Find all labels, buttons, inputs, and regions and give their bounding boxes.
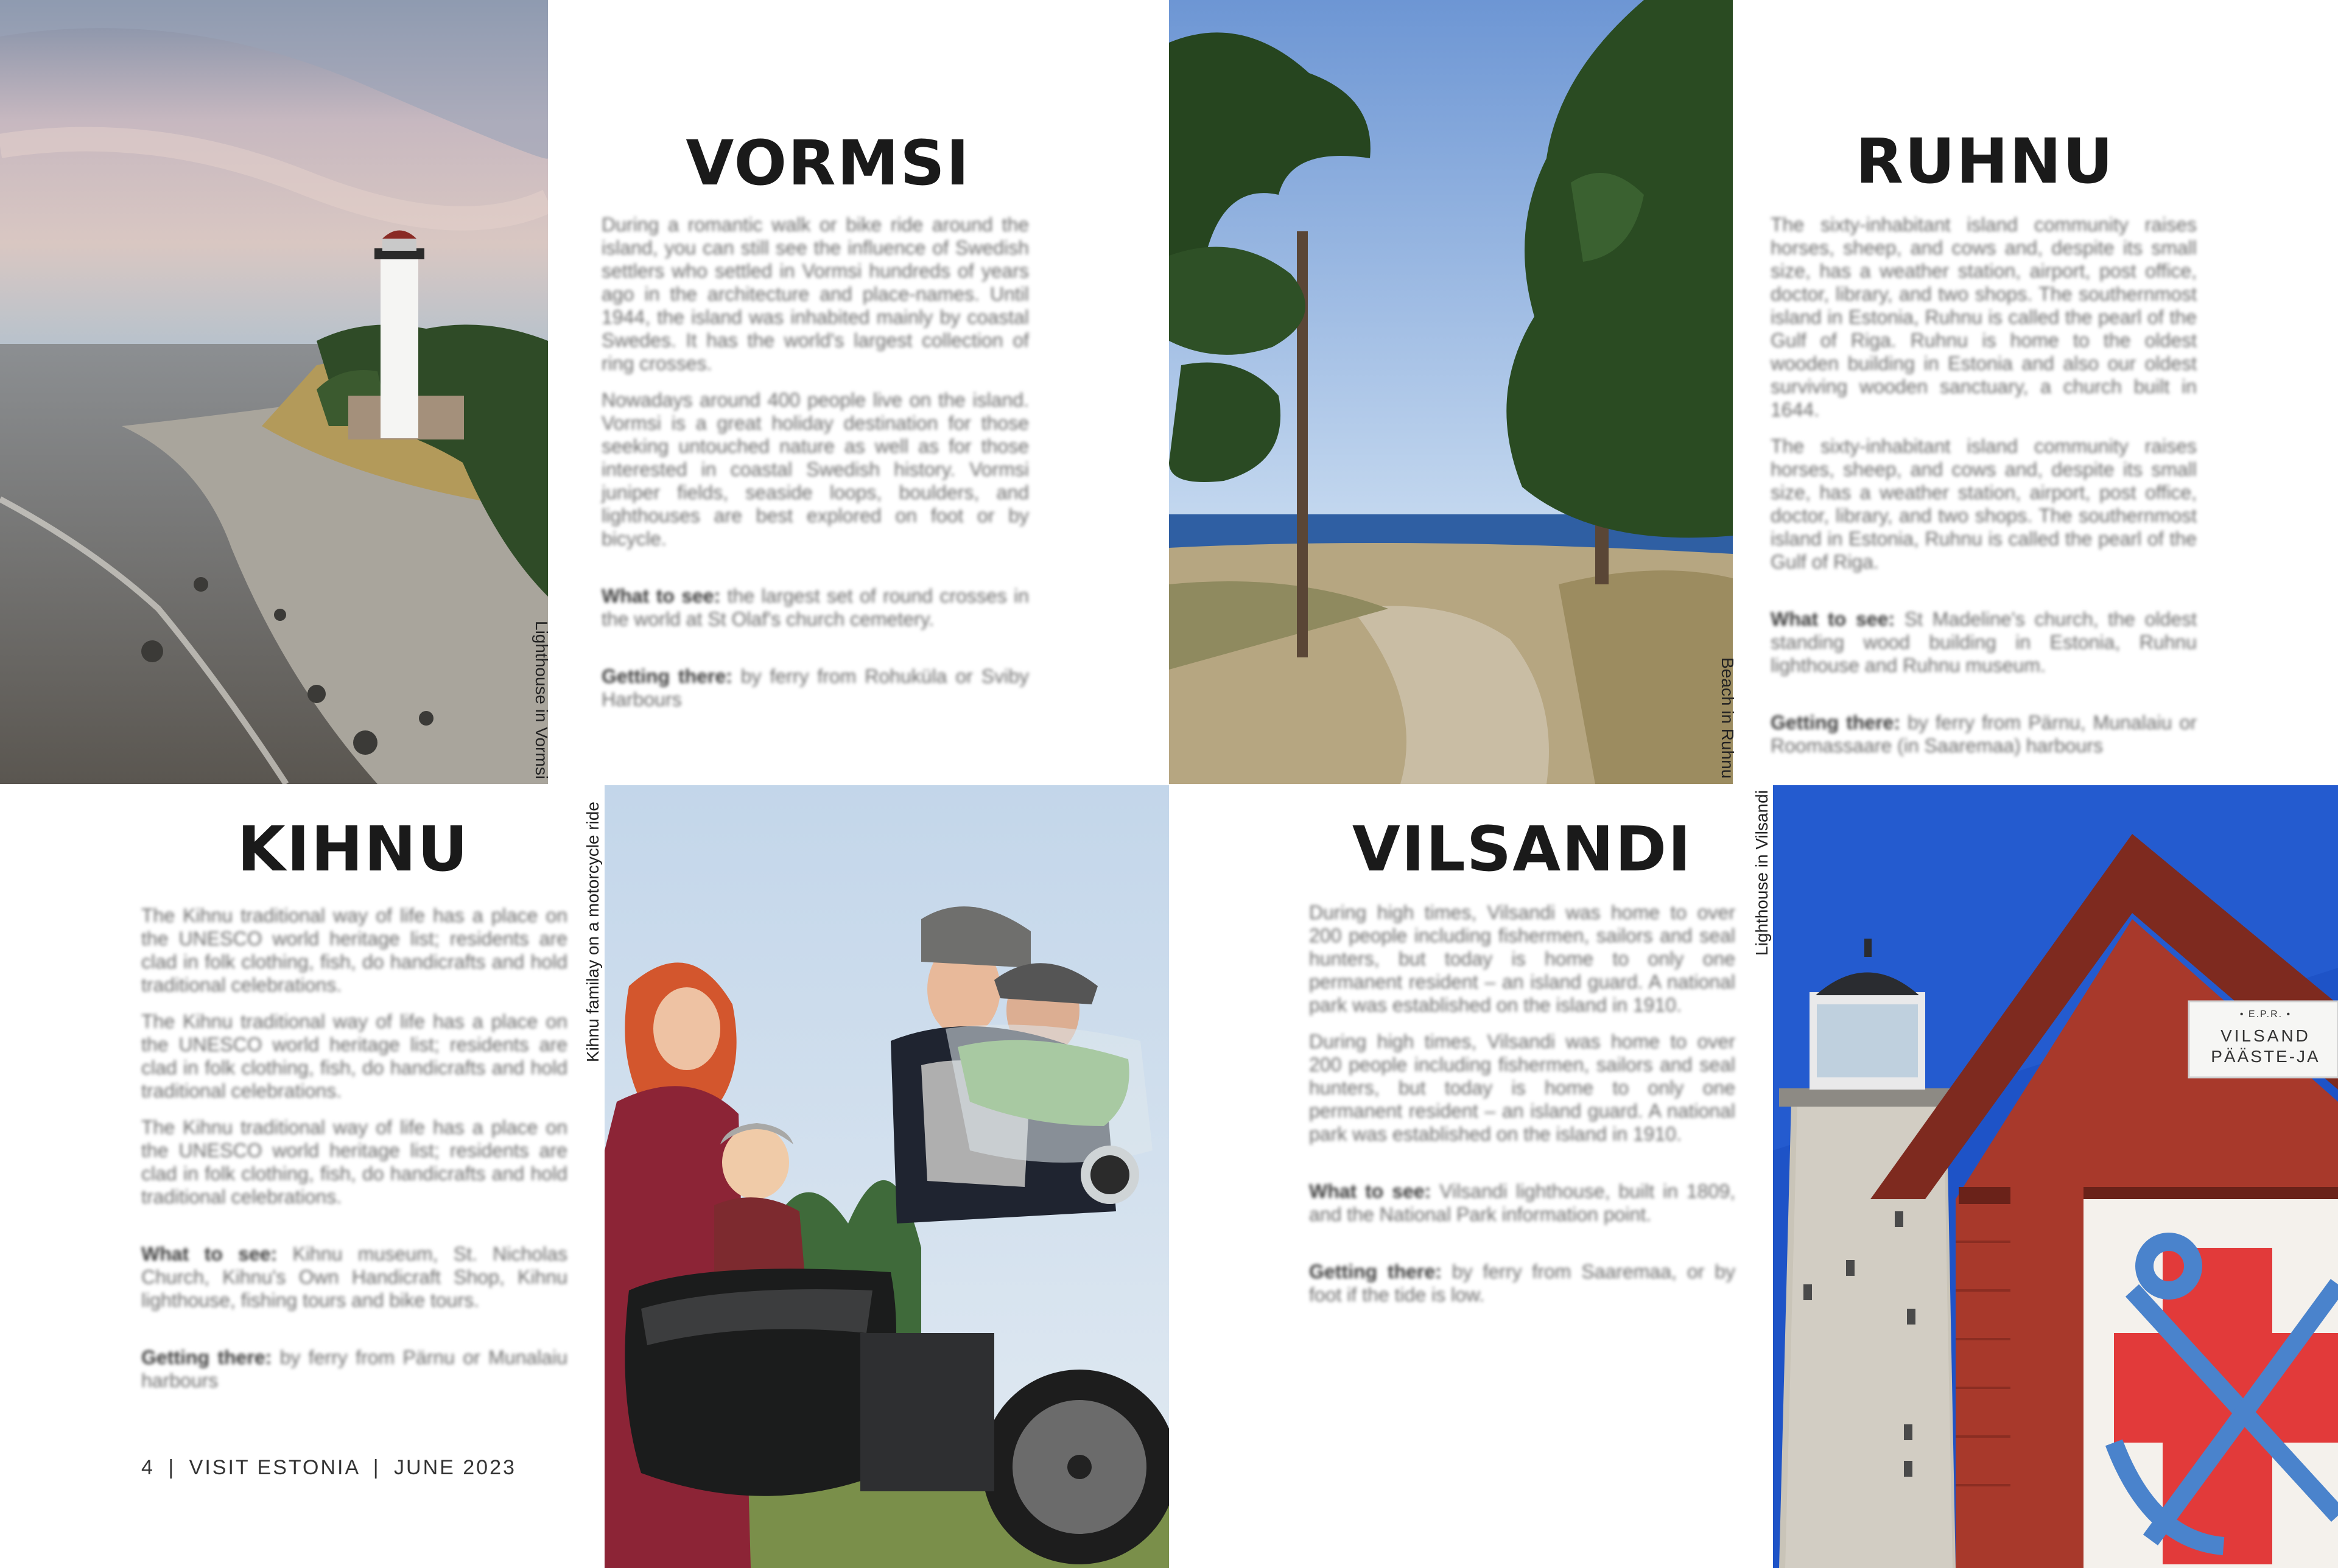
vilsandi-what-label: What to see:	[1309, 1180, 1431, 1202]
footer-separator: |	[168, 1456, 176, 1479]
vormsi-lighthouse-photo	[0, 0, 548, 784]
ruhnu-paragraph-2: The sixty-inhabitant island community raises horses, sheep, and cows and, despite its small size, has a weather station, airport, post office, doctor, library, and two shops. The southernmost island in Estonia, Ruhnu is called the pearl of the Gulf of Riga.	[1771, 435, 2197, 573]
vilsandi-lighthouse-photo	[1773, 785, 2338, 1568]
vilsandi-title: VILSANDI	[1352, 813, 1693, 886]
vilsandi-getting-label: Getting there:	[1309, 1261, 1442, 1283]
vormsi-what-to-see	[602, 584, 1029, 631]
ruhnu-beach-photo	[1169, 0, 1733, 784]
vilsandi-paragraph-2: During high times, Vilsandi was home to over 200 people including fishermen, sailors and seal hunters, but today is home to only one permanent resident – an island guard. A national park was established on the island in 1910.	[1309, 1031, 1735, 1145]
vilsandi-getting-there	[1309, 1260, 1735, 1306]
vilsandi-what-to-see	[1309, 1180, 1735, 1226]
vormsi-title: VORMSI	[686, 127, 971, 200]
kihnu-family-photo	[605, 785, 1169, 1568]
ruhnu-getting-label: Getting there:	[1771, 712, 1900, 733]
kihnu-title: KIHNU	[237, 813, 469, 886]
vormsi-getting-there	[602, 665, 1029, 711]
sign-line-3: PÄÄSTE-JA	[2211, 1047, 2320, 1066]
vormsi-getting-text: by ferry from Rohuküla or Sviby Harbours	[602, 665, 1030, 710]
kihnu-what-to-see	[141, 1242, 567, 1312]
ruhnu-paragraph-1: The sixty-inhabitant island community raises horses, sheep, and cows and, despite its small size, has a weather station, airport, post office, doctor, library, and two shops. The southernmost island in Estonia, Ruhnu is called the pearl of the Gulf of Riga. Ruhnu is home to the oldest wooden building in Estonia and also our oldest surviving wooden sanctuary, a church built in 1644.	[1771, 214, 2197, 421]
vormsi-article	[602, 213, 1029, 724]
publication-name: VISIT ESTONIA	[189, 1456, 360, 1479]
kihnu-getting-text: by ferry from Pärnu or Munalaiu harbours	[141, 1346, 568, 1391]
page-number: 4	[141, 1456, 155, 1479]
vormsi-getting-label: Getting there:	[602, 665, 732, 687]
ruhnu-what-text: St Madeline's church, the oldest standing wood building in Estonia, Ruhnu lighthouse and Ruhnu museum.	[1771, 608, 2197, 676]
kihnu-photo-caption: Kihnu familay on a motorcycle ride	[583, 802, 602, 1062]
ruhnu-what-to-see	[1771, 607, 2197, 677]
vormsi-paragraph-1: During a romantic walk or bike ride around the island, you can still see the influence of Swedish settlers who settled in Vormsi hundreds of years ago in the architecture and place-names. Until 1944, the island was inhabited mainly by coastal Swedes. It has the world's largest collection of ring crosses.	[602, 214, 1029, 374]
ruhnu-getting-there	[1771, 711, 2197, 757]
kihnu-getting-label: Getting there:	[141, 1346, 272, 1368]
sign-line-1: • E.P.R. •	[2239, 1009, 2292, 1020]
page-footer	[141, 1456, 516, 1480]
footer-separator: |	[373, 1456, 381, 1479]
vilsandi-article	[1309, 901, 1735, 1320]
kihnu-getting-there	[141, 1346, 567, 1392]
ruhnu-what-label: What to see:	[1771, 608, 1895, 630]
ruhnu-article	[1771, 213, 2197, 771]
vilsandi-photo-caption: Lighthouse in Vilsandi	[1752, 790, 1771, 956]
ruhnu-photo-caption: Beach in Ruhnu	[1718, 657, 1737, 779]
kihnu-paragraph-1: The Kihnu traditional way of life has a place on the UNESCO world heritage list; residents are clad in folk clothing, fish, do handicrafts and hold traditional celebrations.	[141, 905, 567, 996]
kihnu-paragraph-2: The Kihnu traditional way of life has a place on the UNESCO world heritage list; residents are clad in folk clothing, fish, do handicrafts and hold traditional celebrations.	[141, 1010, 567, 1102]
vilsandi-paragraph-1: During high times, Vilsandi was home to over 200 people including fishermen, sailors and seal hunters, but today is home to only one permanent resident – an island guard. A national park was established on the island in 1910.	[1309, 901, 1735, 1016]
kihnu-what-label: What to see:	[141, 1243, 278, 1265]
sign-line-2: VILSAND	[2220, 1026, 2311, 1045]
vormsi-paragraph-2: Nowadays around 400 people live on the island. Vormsi is a great holiday destination for those seeking untouched nature as well as for those interested in coastal Swedish history. Vormsi juniper fields, seaside loops, boulders, and lighthouses are best explored on foot or by bicycle.	[602, 389, 1029, 550]
vormsi-what-label: What to see:	[602, 585, 721, 607]
vormsi-what-text: the largest set of round crosses in the world at St Olaf's church cemetery.	[602, 585, 1030, 630]
ruhnu-title: RUHNU	[1855, 125, 2115, 198]
kihnu-article	[141, 904, 567, 1405]
kihnu-what-text: Kihnu museum, St. Nicholas Church, Kihnu's Own Handicraft Shop, Kihnu lighthouse, fishing tours and bike tours.	[141, 1243, 568, 1311]
issue-date: JUNE 2023	[394, 1456, 516, 1479]
vormsi-photo-caption: Lighthouse in Vormsi	[532, 621, 551, 779]
kihnu-paragraph-3: The Kihnu traditional way of life has a place on the UNESCO world heritage list; residents are clad in folk clothing, fish, do handicrafts and hold traditional celebrations.	[141, 1116, 567, 1208]
vilsandi-sign	[2193, 1004, 2338, 1074]
ruhnu-getting-text: by ferry from Pärnu, Munalaiu or Roomassaare (in Saaremaa) harbours	[1771, 712, 2197, 757]
vilsandi-getting-text: by ferry from Saaremaa, or by foot if the tide is low.	[1309, 1261, 1736, 1306]
vilsandi-what-text: Vilsandi lighthouse, built in 1809, and the National Park information point.	[1309, 1180, 1736, 1225]
